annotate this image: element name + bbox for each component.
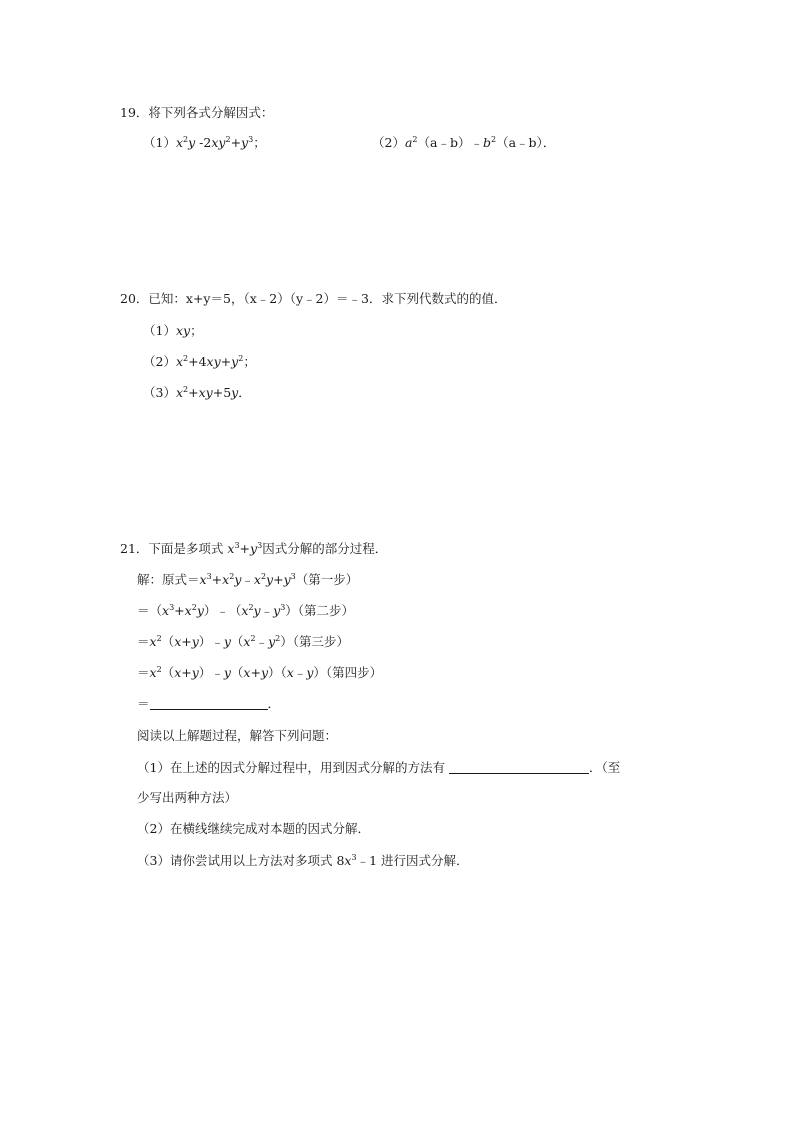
q20-sub3: $(3)x^2+xy+5y$． bbox=[143, 385, 251, 400]
q21-step1: 解：原式$=x^3+x^2y﹣x^2y+y^3$（第一步） bbox=[137, 572, 359, 587]
q21-step4: $=x^2(x+y)﹣y(x+y)(x﹣y)$（第四步） bbox=[137, 665, 383, 680]
answer-blank[interactable] bbox=[150, 697, 268, 710]
q21-title: 21．下面是多项式 $x^3+y^3$因式分解的部分过程． bbox=[120, 541, 388, 556]
q21-step3: $=x^2(x+y)﹣y(x^2﹣y^2)$（第三步） bbox=[137, 634, 349, 649]
methods-blank[interactable] bbox=[449, 761, 589, 774]
q21-sub1-cont: 少写出两种方法） bbox=[137, 790, 238, 805]
q20-title: 20．已知：x+y＝5，（x﹣2）（y﹣2）＝﹣3．求下列代数式的的值． bbox=[120, 291, 507, 306]
q21-sub3: （3）请你尝试用以上方法对多项式 $8x^3﹣1$ 进行因式分解． bbox=[137, 853, 469, 868]
q21-sub2: （2）在横线继续完成对本题的因式分解． bbox=[137, 821, 370, 836]
q21-sub1: （1）在上述的因式分解过程中，用到因式分解的方法有 ．（至 bbox=[137, 760, 621, 775]
q19-part1: $(1)x^2y$ $-2xy^2+y^3$； bbox=[143, 135, 266, 150]
q21-answer-line: ＝ ． bbox=[137, 696, 281, 711]
q19-title: 19．将下列各式分解因式： bbox=[120, 105, 274, 120]
q20-sub1: （1）xy； bbox=[143, 323, 203, 338]
q20-sub2: $(2)x^2+4xy+y^2$； bbox=[143, 354, 256, 369]
q19-part2: $(2)a^2(a﹣b)﹣b^2(a﹣b)$． bbox=[372, 135, 556, 150]
q21-step2: $=(x^3+x^2y)﹣(x^2y﹣y^3)$（第二步） bbox=[137, 603, 355, 618]
q21-read: 阅读以上解题过程，解答下列问题： bbox=[137, 728, 338, 743]
